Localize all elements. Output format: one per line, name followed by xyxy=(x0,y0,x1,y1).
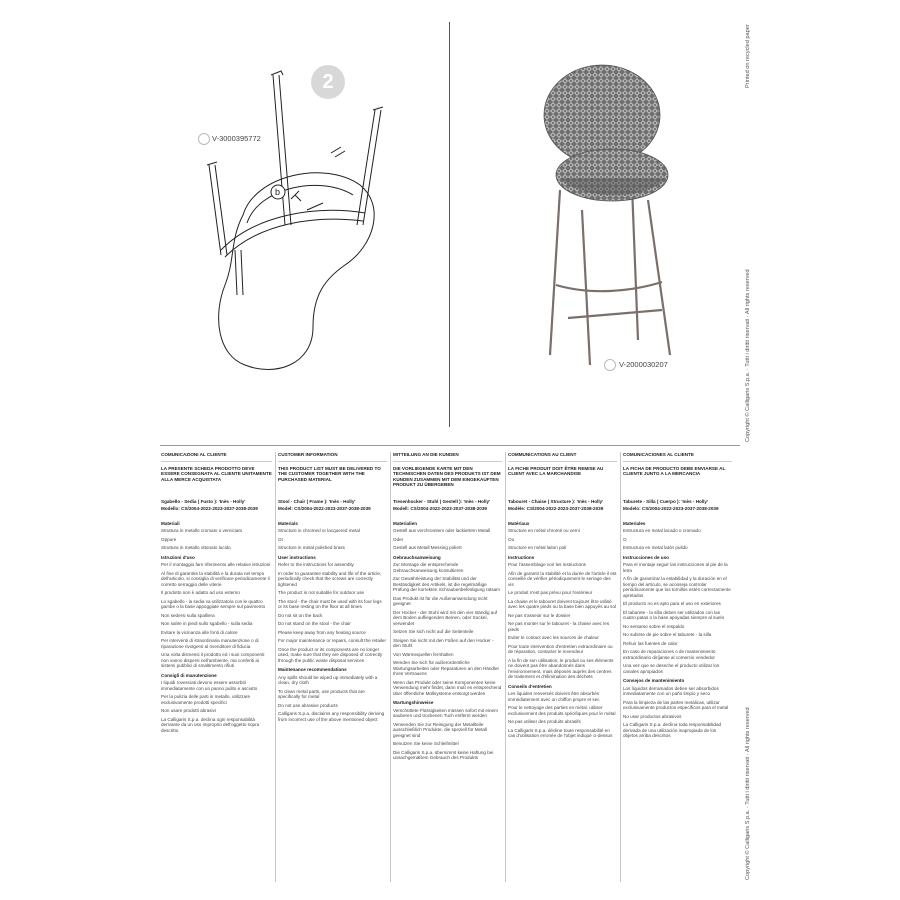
instruction-item: Zur Gewährleistung der Stabilität und der Beständigkeit des Artikels, ist die regelmäßige Prüfung der korrekten Schraubenbefestigung ratsam xyxy=(393,576,500,592)
column-de xyxy=(390,452,505,882)
instruction-item: El producto no es apto para el uso en exteriores xyxy=(623,601,721,606)
step-number-badge: 2 xyxy=(311,65,345,99)
instruction-item: Eviter le contact avec les sources de chaleur xyxy=(508,635,599,640)
instruction-item: For major maintenance or repairs, consult the retailer xyxy=(278,638,387,643)
assembly-drawing xyxy=(195,65,425,385)
instruction-item: Von Wärmequellen fernhalten xyxy=(393,651,454,657)
instruction-item: Ne pas s'asseoir sur le dossier xyxy=(508,612,571,618)
delivery-notice: LA FICHE PRODUIT DOIT ÊTRE REMISE AU CLIENT AVEC LA MARCHANDISE xyxy=(508,465,604,476)
instruction-item: Rehuir las fuentes de calor xyxy=(623,640,678,646)
material-item: Or xyxy=(278,536,284,542)
instruction-item: Please keep away from any heating source xyxy=(278,629,366,635)
material-item: Structure en métal laiton poli xyxy=(508,545,567,550)
maintenance-item: Verschüttete Flüssigkeiten müssen sofort mit einem sauberen und trockenen Tuch entfernt werden xyxy=(393,707,498,718)
maintenance-item: I liquidi rovesciati devono essere assorbiti immediatamente con un panno pulito e asciutto xyxy=(161,680,258,691)
materials-heading: Materialien xyxy=(393,520,417,526)
maintenance-heading: Maintenance recommendations xyxy=(278,667,347,672)
maintenance-item: La Calligaris S.p.a. declina ogni responsabilità derivante da un uso improprio dell'oggetto sopra descritto xyxy=(161,716,260,733)
instruction-item: Il prodotto non è adatto ad uso esterno xyxy=(161,590,240,595)
instruction-item: The product is not suitable for outdoor use xyxy=(278,590,365,595)
delivery-notice: DIE VORLIEGENDE KARTE MIT DEN TECHNISCHEN DATEN DES PRODUKTS IST DEM KUNDEN ZUSAMMEN MIT DEM EINGEKAUFTEN PRODUKT ZU ÜBERGEBEN xyxy=(393,465,501,487)
product-name: Sgabello - Sedia ( Fusto ): 'Inès - Holly' xyxy=(161,498,246,504)
copyright-note-top: Copyright © Calligaris S.p.a. · Tutti i diritti riservati · All rights reserved xyxy=(745,269,751,442)
instruction-item: Per il montaggio fare riferimento alle relative istruzioni xyxy=(161,562,271,567)
instruction-item: Para el montaje seguir las instrucciones al pie de la letra xyxy=(623,562,728,573)
maintenance-item: Benutzen Sie keine Schleifmittel xyxy=(393,741,459,746)
instructions-heading: Gebrauchsanweisung xyxy=(393,554,441,560)
horizontal-divider xyxy=(160,445,740,446)
materials-heading: Materiales xyxy=(623,520,646,526)
maintenance-item: Les liquides renversés doivent être absorbés immédiatement avec un chiffon propre et sec xyxy=(508,691,600,702)
instruction-item: Pour l'assemblage voir les instructions xyxy=(508,562,586,567)
column-heading: COMUNICAZIONI AL CLIENTE xyxy=(161,452,272,462)
instruction-item: The stool - the chair must be used with its four legs or its base resting on the floor at all times xyxy=(278,598,382,609)
instruction-item: Afin de garantir la stabilité et la durée de l'article il est conseillé de vérifier périodiquement le serrage des vis xyxy=(508,570,617,587)
maintenance-item: Los líquidos derramados deben ser absorbidos inmediatamente con un paño limpio y seco xyxy=(623,685,719,696)
instructions-heading: Instrucciones de uso xyxy=(623,554,669,560)
model-number: Modell: CS/2004-2022-2023-2037-2038-2039 xyxy=(393,506,487,511)
maintenance-item: To clean metal parts, use products that are specifically for metal xyxy=(278,688,365,699)
instructions-heading: Istruzioni d'uso xyxy=(161,554,195,560)
maintenance-heading: Consigli di manutenzione xyxy=(161,672,217,678)
instruction-item: Non sedersi sulla spalliera xyxy=(161,612,215,618)
instruction-item: Una volta dismessi il prodotto ed i suoi componenti non vanno dispersi nell'ambiente, ma conferiti ai sistemi pubblici di smaltimento rifiuti xyxy=(161,652,265,668)
material-item: Structure en métal chromé ou verni xyxy=(508,528,580,533)
maintenance-item: Any spills should be wiped up immediately with a clean, dry cloth xyxy=(278,674,378,685)
delivery-notice: LA FICHA DE PRODUCTO DEBE ENVIARSE AL CLIENTE JUNTO A LA MERCANCIA xyxy=(623,465,726,476)
instruction-item: Lo sgabello - la sedia va utilizzato/a con le quattro gambe o la base appoggiate sempre sul pavimento xyxy=(161,598,266,609)
instruction-item: Refer to the instructions for assembly xyxy=(278,562,354,567)
column-heading: MITTEILUNG AN DIE KUNDEN xyxy=(393,452,502,462)
maintenance-heading: Consejos de mantenimiento xyxy=(623,678,685,683)
maintenance-item: Ne pas utiliser des produits abrasifs xyxy=(508,719,581,724)
product-name: Stool - Chair ( Frame ): 'Inès - Holly' xyxy=(278,498,356,504)
product-name: Tabouret - Chaise ( Structure ): 'Inès - Holly' xyxy=(508,498,604,504)
column-heading: COMMUNICATIONS AU CLIENT xyxy=(508,452,617,462)
instruction-item: Non salire in piedi sullo sgabello - sulla sedia xyxy=(161,621,253,626)
materials-heading: Materiali xyxy=(161,520,180,526)
delivery-notice: THIS PRODUCT LIST MUST BE DELIVERED TO THE CUSTOMER TOGETHER WITH THE PURCHASED MATERIAL xyxy=(278,465,381,482)
instruction-item: Das Produkt ist für die Außenanwendung nicht geeignet xyxy=(393,595,488,606)
product-info-columns xyxy=(160,452,735,882)
photo-code-icon xyxy=(604,359,616,371)
maintenance-item: Non usare prodotti abrasivi xyxy=(161,708,216,713)
instruction-item: Una vez que se deseche el producto utilizar los canales apropiados xyxy=(623,663,720,674)
instruction-item: Steigen Sie nicht mit den Füßen auf den Hocker - den Stuhl xyxy=(393,637,494,648)
material-item: Oppure xyxy=(161,536,177,542)
materials-heading: Matériaux xyxy=(508,520,530,526)
assembly-code-icon xyxy=(198,133,210,145)
maintenance-item: La Calligaris S.p.a. declina toda responsabilidad derivada de una utilización inapropiada de los objetos arriba descritos xyxy=(623,722,722,738)
material-item: Gestell aus Metall Messing poliert xyxy=(393,545,462,550)
column-en xyxy=(275,452,390,882)
instruction-item: El taburete - la silla deben ser utilizados con las cuatro patas o la base apoyadas siempre al suelo xyxy=(623,609,725,620)
instructions-heading: User instructions xyxy=(278,554,316,560)
maintenance-item: Calligaris S.p.a. disclaims any responsibility deriving from incorrect use of the above mentioned object xyxy=(278,711,385,722)
material-item: Structure in metal polished brass xyxy=(278,545,345,550)
photo-code: V-2000030207 xyxy=(619,360,668,369)
instruction-item: Per interventi di straordinaria manutenzione o di riparazione rivolgersi al rivenditore di fiducia xyxy=(161,638,259,649)
column-it xyxy=(160,452,275,882)
instruction-item: A fin de garantizar la estabilidad y la duración en el tiempo del artículo, se aconseja controlar periódicamente que los tornillos estén correctamente apretados xyxy=(623,576,731,598)
model-number: Model: CS/2004-2022-2023-2037-2038-2039 xyxy=(278,506,371,511)
material-item: Struttura in metallo cromato o verniciato xyxy=(161,528,243,533)
instruction-item: Do not stand on the stool - the chair xyxy=(278,621,351,626)
material-item: Structure in chromed or lacquered metal xyxy=(278,528,360,533)
instruction-item: En caso de reparaciones o de mantenimiento extraordinario diríjanse al comercio vendedor xyxy=(623,649,716,660)
instruction-item: Evitare la vicinanza alle fonti di calore xyxy=(161,629,238,635)
instruction-item: Pour toute intervention d'entretien extraordinaire ou de réparation, contacter le revendeur xyxy=(508,643,613,654)
material-item: Struttura in metallo ottonato lucido xyxy=(161,545,231,550)
vertical-divider xyxy=(449,22,450,427)
instruction-item: Do not sit on the back xyxy=(278,612,323,618)
product-photo xyxy=(520,60,700,380)
hardware-label: b xyxy=(275,187,281,197)
instruction-item: No sentarse sobre el respaldo xyxy=(623,623,685,629)
maintenance-item: Do not use abrasive products xyxy=(278,702,338,708)
material-item: Ou xyxy=(508,536,515,542)
instruction-item: La chaise et le tabouret doivent toujours être utilisé avec les quatre pieds ou la base bien appuyés au sol xyxy=(508,598,617,609)
maintenance-heading: Conseils d'entretien xyxy=(508,683,552,689)
instructions-heading: Instructions xyxy=(508,554,535,560)
maintenance-item: Pour le nettoyage des parties en métal, utiliser exclusivement des produits spécifiques pour le métal xyxy=(508,705,616,716)
instruction-item: Zur Montage die entsprechende Gebrauchsanweisung konsultieren xyxy=(393,562,464,573)
maintenance-heading: Wartungshinweise xyxy=(393,700,434,705)
material-item: Gestell aus verchromtem oder lackiertem Metall xyxy=(393,528,491,533)
assembly-code: V-3000395772 xyxy=(212,134,261,143)
instruction-item: A la fin de son utilisation, le produit ou ses éléments ne doivent pas être abandonnés dans l'environnement, mais déposés auprès des centres de traitement et d'élimination des déchets xyxy=(508,657,614,679)
maintenance-item: No usar productos abrasivos xyxy=(623,713,682,719)
instruction-item: Wenden Sie sich für außerordentliche Wartungsarbeiten oder Reparaturen an den Händler Ihres Vertrauens xyxy=(393,660,500,676)
instruction-item: Wenn das Produkt oder seine Komponenten keine Verwendung mehr findet, dann muß es entsprechend über öffentliche Müllsysteme entsorgt werden xyxy=(393,679,502,696)
model-number: Modelo: CS/2004-2022-2023-2037-2038-2039 xyxy=(623,506,719,511)
instruction-item: Once the product or its components are no longer used, make sure that they are disposed of correctly through the public waste disposal services xyxy=(278,646,383,663)
instruction-item: In order to guarantee stability and life of the article, periodically check that the screws are correctly tightened xyxy=(278,570,382,587)
material-item: O xyxy=(623,536,627,542)
material-item: Estructura en metal latón pulido xyxy=(623,545,688,550)
product-name: Tresenhocker - Stuhl ( Gestell ): 'Inès - Holly' xyxy=(393,498,491,504)
instruction-item: No subirse de pie sobre el taburete - la silla xyxy=(623,632,712,637)
model-number: Modèle: CS/2004-2022-2023-2037-2038-2039 xyxy=(508,506,604,511)
column-heading: COMUNICACIONES AL CLIENTE xyxy=(623,452,732,462)
maintenance-item: Verwenden Sie zur Reinigung der Metallteile ausschließlich Produkte, die speziell für Metall geeignet sind xyxy=(393,721,487,738)
materials-heading: Materials xyxy=(278,520,298,526)
model-number: Modello: CS/2004-2022-2023-2037-2038-2039 xyxy=(161,506,258,511)
material-item: Estructura en metal lacado o cromado xyxy=(623,528,701,533)
maintenance-item: Per la pulizia delle parti in metallo, utilizzare esclusivamente prodotti specifici xyxy=(161,694,251,705)
delivery-notice: LA PRESENTE SCHEDA PRODOTTO DEVE ESSERE CONSEGNATA AL CLIENTE UNITAMENTE ALLA MERCE ACQUISTATA xyxy=(161,465,272,482)
copyright-note-bottom: Copyright © Calligaris S.p.a. · Tutti i diritti riservati · All rights reserved xyxy=(745,707,751,880)
recycled-note: Printed on recycled paper xyxy=(745,24,751,88)
column-es xyxy=(620,452,735,882)
material-item: Oder xyxy=(393,536,404,542)
instruction-item: Ne pas monter sur le tabouret - la chaise avec les pieds xyxy=(508,621,610,632)
maintenance-item: Die Calligaris S.p.a. übernimmt keine Haftung bei unsachgemäßem Gebrauch des Produkts xyxy=(393,749,494,760)
column-fr xyxy=(505,452,620,882)
maintenance-item: Para la limpieza de las partes metálicas, utilizar exclusivamente productos específicos para el metal xyxy=(623,699,729,710)
column-heading: CUSTOMER INFORMATION xyxy=(278,452,387,462)
instruction-item: Der Hocker - der Stuhl wird mit den vier ständig auf dem Boden aufliegenden Beinen, oder Sockel, verwendet xyxy=(393,609,498,626)
instruction-item: Le produit n'est pas prévu pour l'extérieur xyxy=(508,590,593,595)
instruction-item: Al fine di garantire la stabilità e la durata nel tempo dell'articolo, si consiglia di verificare periodicamente il corretto serraggio delle viterie xyxy=(161,570,270,587)
maintenance-item: La Calligaris S.p.a. décline toute responsabilité en cas d'utilisation erronée de l'objet indiqué ci-dessus xyxy=(508,727,613,738)
product-name: Taburete - Silla ( Cuerpo ): 'Inès - Holly' xyxy=(623,498,709,504)
instruction-item: Setzen Sie sich nicht auf die Seitenteile xyxy=(393,629,474,634)
